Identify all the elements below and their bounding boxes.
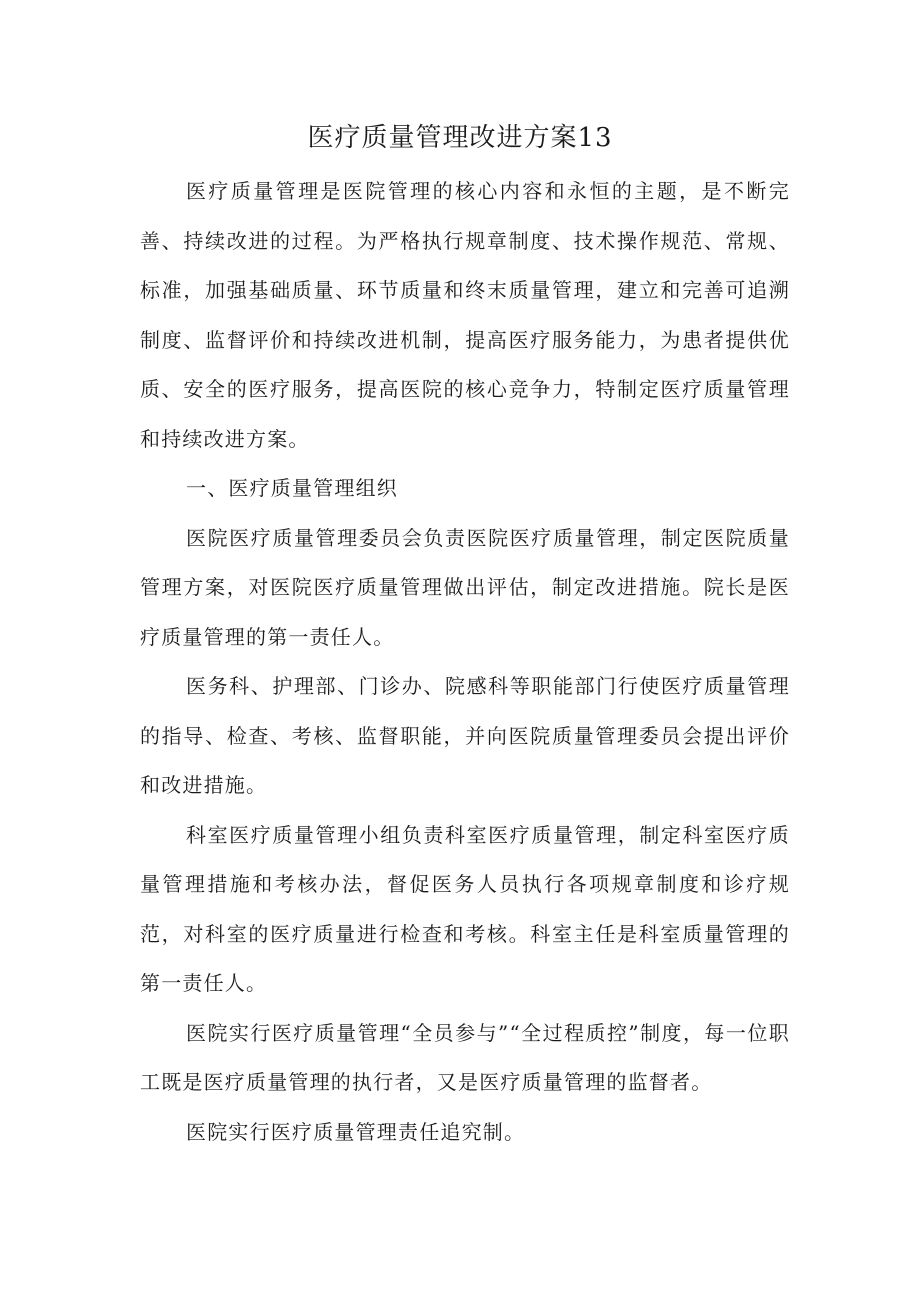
- document-title: 医疗质量管理改进方案13: [307, 123, 613, 153]
- paragraph-accountability: 医院实行医疗质量管理责任追究制。: [186, 1119, 526, 1144]
- paragraph-department-group: 科室医疗质量管理小组负责科室医疗质量管理，制定科室医疗质量管理措施和考核办法，督促医务人员执行各项规章制度和诊疗规范，对科室的医疗质量进行检查和考核。科室主任是科室质量管理的第一责任人。: [140, 822, 790, 995]
- paragraph-intro: 医疗质量管理是医院管理的核心内容和永恒的主题，是不断完善、持续改进的过程。为严格执行规章制度、技术操作规范、常规、标准，加强基础质量、环节质量和终末质量管理，建立和完善可追溯制度、监督评价和持续改进机制，提高医疗服务能力，为患者提供优质、安全的医疗服务，提高医院的核心竞争力，特制定医疗质量管理和持续改进方案。: [140, 179, 790, 451]
- section-heading-organization: 一、医疗质量管理组织: [186, 476, 398, 500]
- paragraph-full-participation: 医院实行医疗质量管理“全员参与”“全过程质控”制度，每一位职工既是医疗质量管理的执行者，又是医疗质量管理的监督者。: [140, 1020, 790, 1094]
- paragraph-committee: 医院医疗质量管理委员会负责医院医疗质量管理，制定医院质量管理方案，对医院医疗质量管理做出评估，制定改进措施。院长是医疗质量管理的第一责任人。: [140, 525, 790, 649]
- document-body: [140, 167, 790, 1157]
- paragraph-departments: 医务科、护理部、门诊办、院感科等职能部门行使医疗质量管理的指导、检查、考核、监督职能，并向医院质量管理委员会提出评价和改进措施。: [140, 674, 790, 797]
